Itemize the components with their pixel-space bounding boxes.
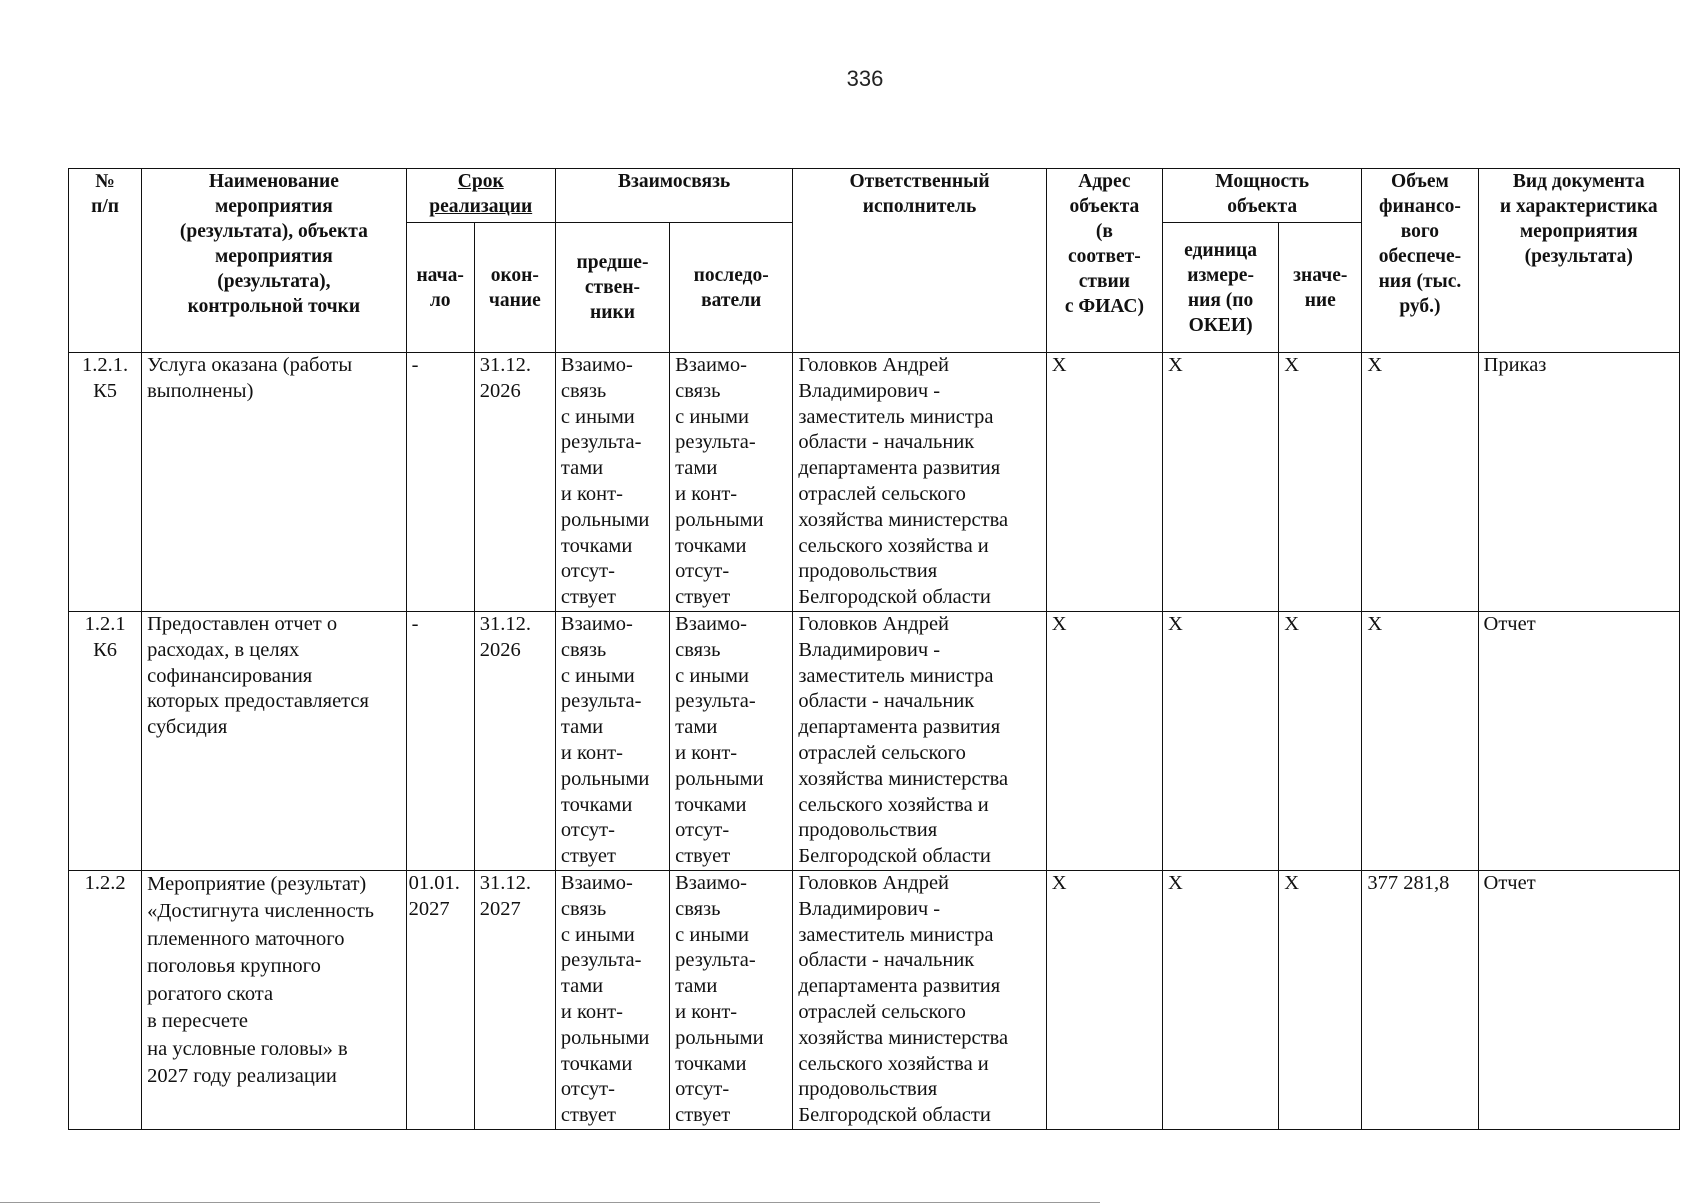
row-end: 31.12. 2026	[474, 611, 555, 870]
table-header	[69, 169, 1680, 353]
row-value: Х	[1279, 353, 1362, 612]
row-responsible: Головков Андрей Владимирович - заместитель министра области - начальник департамента развития отраслей сельского хозяйства министерства сельского хозяйства и продовольствия Белгородской области	[793, 611, 1046, 870]
row-address: Х	[1046, 611, 1162, 870]
header-responsible: Ответственный исполнитель	[793, 169, 1046, 353]
row-number: 1.2.1. К5	[69, 353, 142, 612]
header-relation: Взаимосвязь	[555, 169, 792, 223]
row-end: 31.12. 2026	[474, 353, 555, 612]
header-successors: последо- ватели	[670, 223, 793, 353]
header-term	[406, 169, 555, 223]
row-predecessors: Взаимо- связь с иными результа- тами и конт- рольными точками отсут- ствует	[555, 611, 669, 870]
header-funding: Объем финансо- вого обеспече- ния (тыс. руб.)	[1362, 169, 1478, 353]
row-name: Услуга оказана (работы выполнены)	[142, 353, 406, 612]
header-term-start: нача- ло	[406, 223, 474, 353]
header-predecessors: предше- ствен- ники	[555, 223, 669, 353]
measures-table	[68, 168, 1680, 1130]
row-start: -	[406, 353, 474, 612]
row-responsible: Головков Андрей Владимирович - заместитель министра области - начальник департамента развития отраслей сельского хозяйства министерства сельского хозяйства и продовольствия Белгородской области	[793, 353, 1046, 612]
row-successors: Взаимо- связь с иными результа- тами и конт- рольными точками отсут- ствует	[670, 353, 793, 612]
row-doc: Отчет	[1478, 870, 1679, 1129]
header-capacity-value: значе- ние	[1279, 223, 1362, 353]
row-unit: Х	[1162, 870, 1278, 1129]
row-doc: Отчет	[1478, 611, 1679, 870]
row-unit: Х	[1162, 353, 1278, 612]
row-end: 31.12. 2027	[474, 870, 555, 1129]
table-body	[69, 353, 1680, 1130]
row-address: Х	[1046, 353, 1162, 612]
header-term-label: Срок реализации	[429, 171, 533, 217]
row-number: 1.2.2	[69, 870, 142, 1129]
row-funding: 377 281,8	[1362, 870, 1478, 1129]
row-value: Х	[1279, 870, 1362, 1129]
row-name: Предоставлен отчет о расходах, в целях софинансирования которых предоставляется субсидия	[142, 611, 406, 870]
page-number: 336	[846, 66, 884, 91]
row-value: Х	[1279, 611, 1362, 870]
row-successors: Взаимо- связь с иными результа- тами и конт- рольными точками отсут- ствует	[670, 870, 793, 1129]
row-start: 01.01. 2027	[406, 870, 474, 1129]
row-address: Х	[1046, 870, 1162, 1129]
row-predecessors: Взаимо- связь с иными результа- тами и конт- рольными точками отсут- ствует	[555, 870, 669, 1129]
header-number: № п/п	[69, 169, 142, 353]
header-address: Адрес объекта (в соответ- ствии с ФИАС)	[1046, 169, 1162, 353]
header-term-end: окон- чание	[474, 223, 555, 353]
row-number: 1.2.1 К6	[69, 611, 142, 870]
table-row	[69, 870, 1680, 1129]
row-funding: Х	[1362, 611, 1478, 870]
row-predecessors: Взаимо- связь с иными результа- тами и конт- рольными точками отсут- ствует	[555, 353, 669, 612]
header-name: Наименование мероприятия (результата), объекта мероприятия (результата), контрольной точки	[142, 169, 406, 353]
header-capacity: Мощность объекта	[1162, 169, 1361, 223]
row-responsible: Головков Андрей Владимирович - заместитель министра области - начальник департамента развития отраслей сельского хозяйства министерства сельского хозяйства и продовольствия Белгородской области	[793, 870, 1046, 1129]
row-name: Мероприятие (результат) «Достигнута численность племенного маточного поголовья крупного рогатого скота в пересчете на условные головы» в 2027 году реализации	[142, 870, 406, 1129]
row-unit: Х	[1162, 611, 1278, 870]
table-row	[69, 353, 1680, 612]
row-successors: Взаимо- связь с иными результа- тами и конт- рольными точками отсут- ствует	[670, 611, 793, 870]
row-doc: Приказ	[1478, 353, 1679, 612]
row-start: -	[406, 611, 474, 870]
row-funding: Х	[1362, 353, 1478, 612]
header-doc-type: Вид документа и характеристика мероприятия (результата)	[1478, 169, 1679, 353]
table-row	[69, 611, 1680, 870]
header-capacity-unit: единица измере- ния (по ОКЕИ)	[1162, 223, 1278, 353]
